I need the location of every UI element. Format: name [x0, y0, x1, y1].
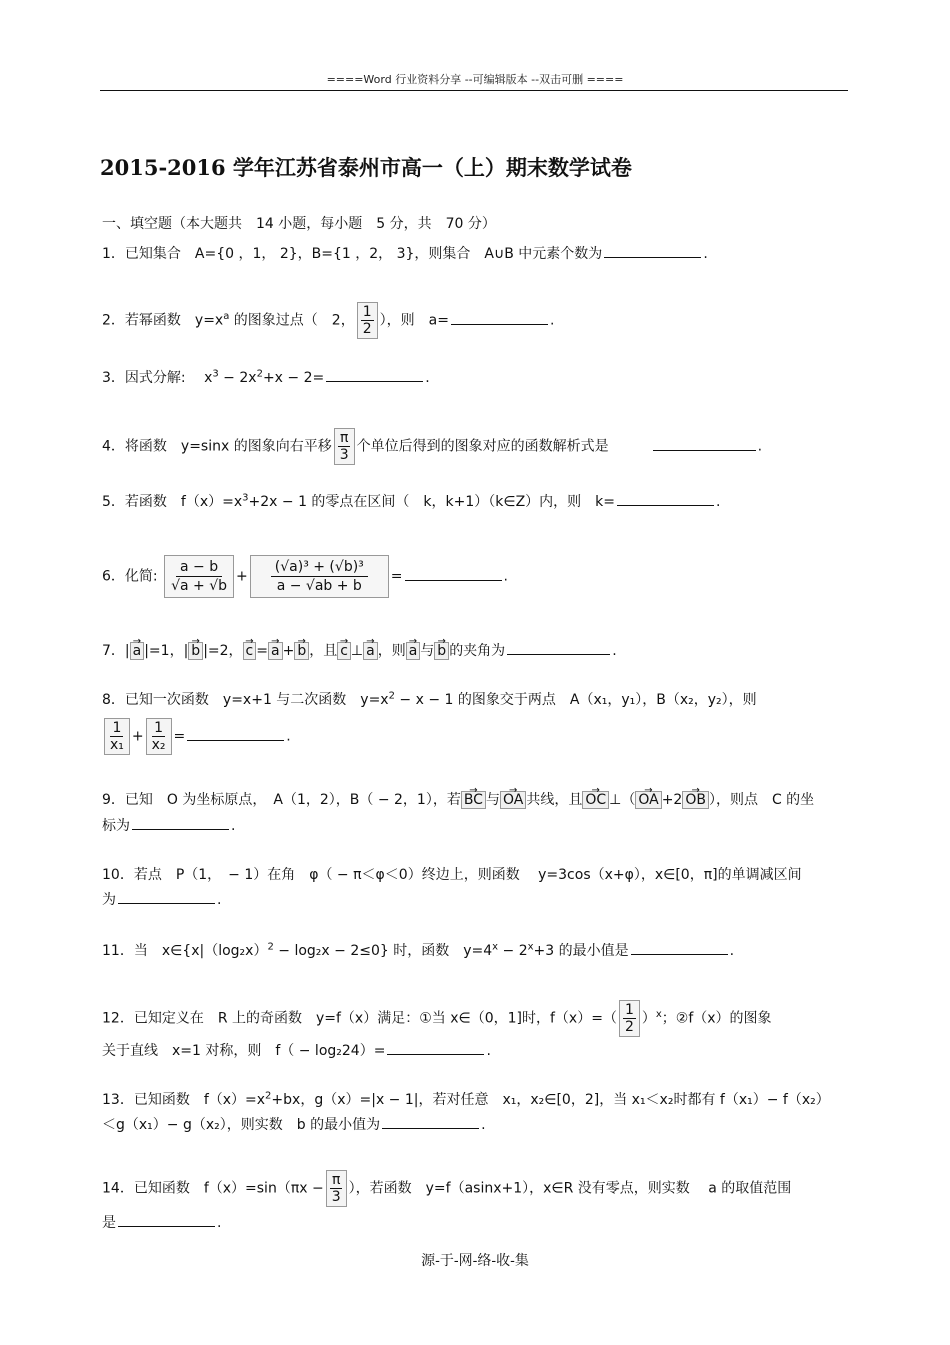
question-2: 2．若幂函数 $y=x^a$ 的图象过点（ 2， $\frac{1}{2}$ ），则 a= . — [102, 304, 555, 337]
answer-blank[interactable] — [382, 1114, 479, 1129]
vector-a: → a — [130, 642, 145, 660]
answer-blank[interactable] — [118, 889, 215, 904]
header-divider — [100, 90, 848, 91]
vector-b: → b — [294, 642, 309, 660]
question-10-line-2: 为 . — [102, 889, 221, 910]
answer-blank[interactable] — [653, 436, 756, 451]
vector-oc: → OC — [582, 791, 609, 809]
vector-c: → c — [337, 642, 351, 660]
question-8-line-2: $\frac{1}{\text{x₁}}$ + $\frac{1}{\text{x₂}}$ = . — [102, 718, 291, 755]
answer-blank[interactable] — [507, 640, 610, 655]
page-footer: 源-于-网-络-收-集 — [421, 1253, 529, 1269]
vector-oa: → OA — [500, 791, 526, 809]
fraction: $\frac{1}{2}$ — [619, 1000, 640, 1037]
answer-blank[interactable] — [405, 566, 502, 581]
fraction: $\frac{1}{\text{x₁}}$ — [104, 718, 130, 755]
question-10-line-1: 10．若点 P（1， − 1）在角 φ（ − π＜φ＜0）终边上，则函数 y=3cos（x+φ），x∈[0，π]的单调减区间 — [102, 867, 802, 883]
question-6: 6．化简: $\frac{a - b}{√a + √b}$ + $\frac{\text{(√a)³ + (√b)³}}{a - √ab + b}$ = . — [102, 555, 508, 598]
question-13-line-1: 13．已知函数 $f(x)=x^2+bx$，g（x）=|x − 1|，若对任意 x₁，x₂∈[0，2]，当 x₁＜x₂时都有 f（x₁）− f（x₂） — [102, 1090, 830, 1108]
answer-blank[interactable] — [617, 491, 714, 506]
answer-blank[interactable] — [631, 940, 728, 955]
question-14-line-2: 是 . — [102, 1212, 221, 1233]
question-12-line-2: 关于直线 x=1 对称，则 f（ − log₂24）= . — [102, 1040, 491, 1061]
answer-blank[interactable] — [187, 726, 284, 741]
vector-bc: → BC — [461, 791, 486, 809]
page-header: ====Word 行业资料分享 --可编辑版本 --双击可删 ==== — [326, 73, 624, 86]
vector-ob: → OB — [682, 791, 709, 809]
question-1: 1．已知集合 A={0 ，1， 2}，B={1 ，2， 3}，则集合 A∪B 中元素个数为 . — [102, 243, 708, 264]
question-11: 11．当 $x\in\{x|(\log_2x)^2 - \log_2x - 2\le 0\}$ 时，函数 $y=4^x - 2^x+3$ 的最小值是 . — [102, 941, 735, 959]
question-14-line-1: 14．已知函数 f（x）=sin（πx − $\frac{\pi}{3}$ ），若函数 y=f（asinx+1），x∈R 没有零点，则实数 a 的取值范围 — [102, 1172, 792, 1205]
question-9-line-2: 标为 . — [102, 815, 235, 836]
answer-blank[interactable] — [451, 310, 548, 325]
vector-oa: → OA — [635, 791, 661, 809]
fraction-1: $\frac{a - b}{√a + √b}$ — [164, 555, 234, 598]
fraction: $\frac{1}{\text{x₂}}$ — [146, 718, 172, 755]
fraction-2: $\frac{\text{(√a)³ + (√b)³}}{a - √ab + b}$ — [250, 555, 389, 598]
section-heading: 一、填空题（本大题共 14 小题，每小题 5 分，共 70 分） — [102, 216, 496, 232]
vector-b: → b — [434, 642, 449, 660]
answer-blank[interactable] — [118, 1212, 215, 1227]
vector-b: → b — [188, 642, 203, 660]
question-4: 4．将函数 y=sinx 的图象向右平移 $\frac{\pi}{3}$ 个单位后得到的图象对应的函数解析式是 . — [102, 430, 763, 463]
question-3: 3．因式分解: $x^3 - 2x^2+x - 2=$ . — [102, 368, 430, 386]
answer-blank[interactable] — [326, 367, 423, 382]
answer-blank[interactable] — [604, 243, 701, 258]
fraction: $\frac{1}{2}$ — [357, 302, 378, 339]
vector-a: → a — [406, 642, 421, 660]
question-9-line-1: 9．已知 O 为坐标原点， A（1，2），B（ − 2，1），若→ BC 与→ OA 共线，且→ OC ⊥（→ OA +2→ OB ），则点 C 的坐 — [102, 790, 814, 810]
fraction: $\frac{\pi}{3}$ — [334, 428, 355, 465]
question-8-line-1: 8．已知一次函数 y=x+1 与二次函数 $y=x^2 - x - 1$ 的图象交于两点 A（x₁，y₁），B（x₂，y₂），则 — [102, 690, 757, 708]
question-5: 5．若函数 $f(x)=x^3+2x - 1$ 的零点在区间（ k，k+1）（k∈Z）内，则 k= . — [102, 492, 721, 510]
fraction: $\frac{\pi}{3}$ — [326, 1170, 347, 1207]
answer-blank[interactable] — [387, 1040, 484, 1055]
page-title: 2015-2016 学年江苏省泰州市高一（上）期末数学试卷 — [100, 155, 632, 180]
vector-a: → a — [268, 642, 283, 660]
question-12-line-1: 12．已知定义在 R 上的奇函数 y=f（x）满足：①当 x∈（0，1]时，f（x）=（ $\frac{1}{2}$ ）$^x$；②f（x）的图象 — [102, 1002, 772, 1035]
question-7: 7．|→ a |=1，|→ b |=2，→ c =→ a +→ b ，且→ c ⊥→ a ，则→ a 与→ b 的夹角为 . — [102, 640, 617, 661]
question-13-line-2: ＜g（x₁）− g（x₂），则实数 b 的最小值为 . — [102, 1114, 486, 1135]
answer-blank[interactable] — [132, 815, 229, 830]
vector-c: → c — [243, 642, 257, 660]
vector-a: → a — [363, 642, 378, 660]
